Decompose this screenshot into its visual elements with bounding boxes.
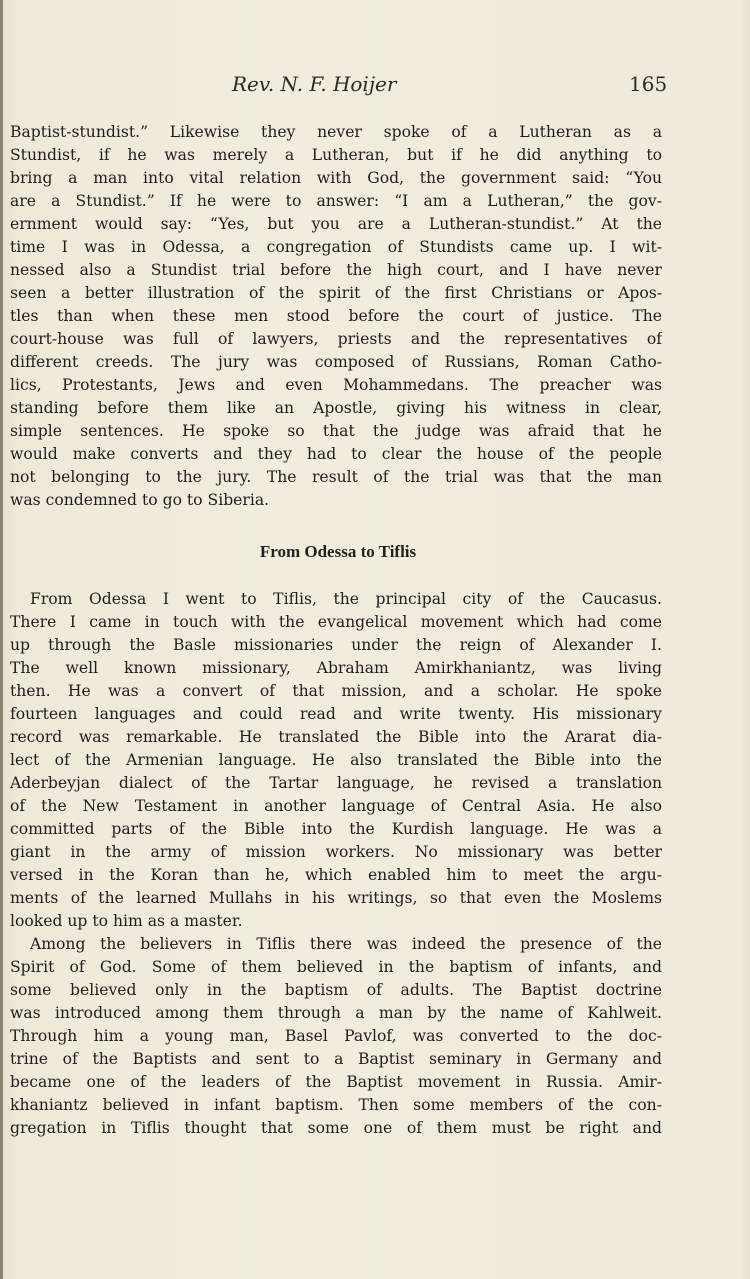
text-line: then. He was a convert of that mission, and a scholar. He spoke [10,682,662,700]
running-header [0,72,750,112]
text-line: fourteen languages and could read and write twenty. His missionary [10,705,662,723]
text-line: became one of the leaders of the Baptist movement in Russia. Amir- [10,1073,662,1091]
text-line: bring a man into vital relation with God, the government said: “You [10,169,662,187]
text-line: Spirit of God. Some of them believed in the baptism of infants, and [10,958,662,976]
text-line: trine of the Baptists and sent to a Baptist seminary in Germany and [10,1050,662,1068]
text-line: nessed also a Stundist trial before the high court, and I have never [10,261,662,279]
text-line: The well known missionary, Abraham Amirkhaniantz, was living [10,659,662,677]
text-line: Aderbeyjan dialect of the Tartar language, he revised a translation [10,774,662,792]
text-line: ments of the learned Mullahs in his writings, so that even the Moslems [10,889,662,907]
text-line: was condemned to go to Siberia. [10,491,270,509]
text-line: of the New Testament in another language of Central Asia. He also [10,797,662,815]
text-line: time I was in Odessa, a congregation of Stundists came up. I wit- [10,238,662,256]
text-line: giant in the army of mission workers. No missionary was better [10,843,662,861]
text-line: looked up to him as a master. [10,912,243,930]
text-line: up through the Basle missionaries under the reign of Alexander I. [10,636,662,654]
text-line: would make converts and they had to clear the house of the people [10,445,662,463]
text-line: record was remarkable. He translated the Bible into the Ararat dia- [10,728,662,746]
text-line: some believed only in the baptism of adults. The Baptist doctrine [10,981,662,999]
text-line: standing before them like an Apostle, giving his witness in clear, [10,399,662,417]
section-heading: From Odessa to Tiflis [259,542,417,561]
text-line: gregation in Tiflis thought that some one of them must be right and [10,1119,662,1137]
text-line: There I came in touch with the evangelical movement which had come [10,613,662,631]
text-line: committed parts of the Bible into the Kurdish language. He was a [10,820,662,838]
text-line: was introduced among them through a man by the name of Kahlweit. [10,1004,662,1022]
running-title: Rev. N. F. Hoijer [232,72,397,96]
text-line: From Odessa I went to Tiflis, the principal city of the Caucasus. [30,590,662,608]
text-line: lics, Protestants, Jews and even Mohammedans. The preacher was [10,376,662,394]
text-line: lect of the Armenian language. He also translated the Bible into the [10,751,662,769]
text-line: seen a better illustration of the spirit of the first Christians or Apos- [10,284,662,302]
text-line: ernment would say: “Yes, but you are a Lutheran-stundist.” At the [10,215,662,233]
text-line: different creeds. The jury was composed of Russians, Roman Catho- [10,353,662,371]
page-gutter-edge [0,0,3,1279]
text-line: Through him a young man, Basel Pavlof, was converted to the doc- [10,1027,662,1045]
text-line: Stundist, if he was merely a Lutheran, but if he did anything to [10,146,662,164]
text-line: are a Stundist.” If he were to answer: “I am a Lutheran,” the gov- [10,192,662,210]
text-line: tles than when these men stood before the court of justice. The [10,307,662,325]
text-line: khaniantz believed in infant baptism. Then some members of the con- [10,1096,662,1114]
text-line: not belonging to the jury. The result of the trial was that the man [10,468,662,486]
text-line: versed in the Koran than he, which enabled him to meet the argu- [10,866,662,884]
text-line: Baptist-stundist.” Likewise they never spoke of a Lutheran as a [10,123,662,141]
page-number: 165 [629,72,668,96]
text-line: simple sentences. He spoke so that the judge was afraid that he [10,422,662,440]
text-line: court-house was full of lawyers, priests and the representatives of [10,330,662,348]
text-line: Among the believers in Tiflis there was indeed the presence of the [30,935,662,953]
